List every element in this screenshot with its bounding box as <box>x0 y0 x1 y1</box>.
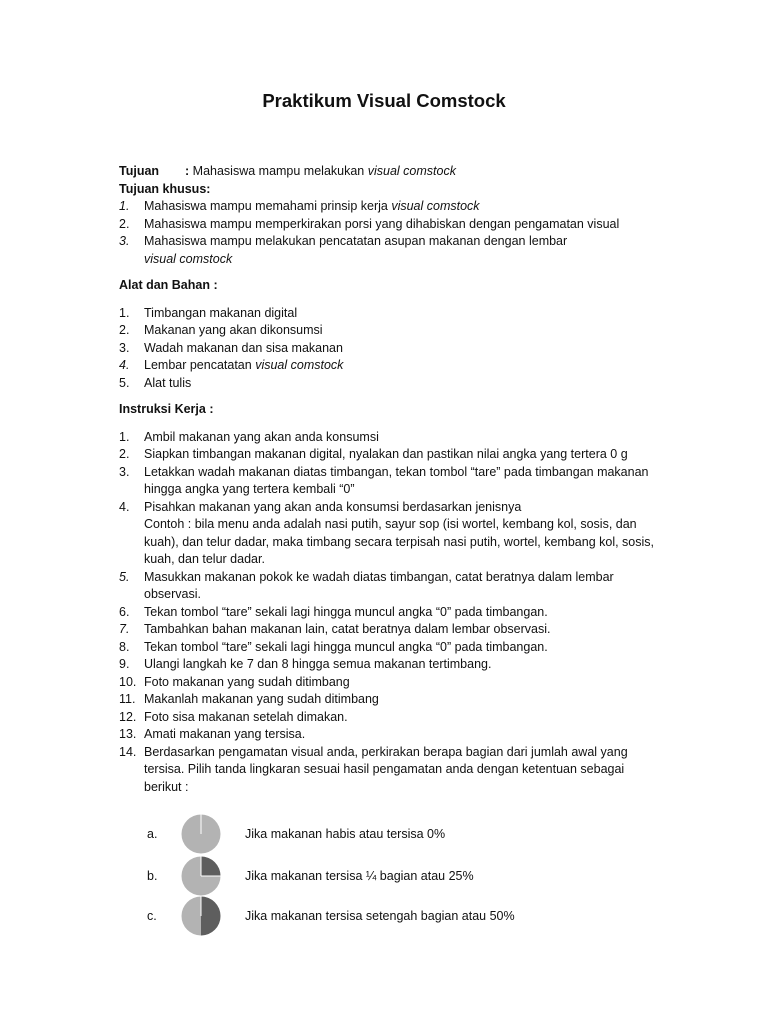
alat-bahan-heading: Alat dan Bahan : <box>119 278 218 292</box>
legend-item <box>147 814 567 854</box>
list-item <box>119 216 679 234</box>
list-text: kuah, dan telur dadar. <box>144 552 265 566</box>
list-item <box>119 305 679 323</box>
list-item <box>119 726 679 744</box>
list-text: Wadah makanan dan sisa makanan <box>144 340 343 355</box>
instruksi-heading: Instruksi Kerja : <box>119 402 214 416</box>
list-number: 3. <box>119 234 130 248</box>
list-item <box>119 464 679 482</box>
list-item-continuation <box>119 761 679 779</box>
list-number: 11. <box>119 692 136 706</box>
list-text: Tekan tombol “tare” sekali lagi hingga muncul angka “0” pada timbangan. <box>144 604 548 619</box>
alat-bahan-list <box>119 305 679 393</box>
legend-item <box>147 896 567 936</box>
list-item <box>119 357 679 375</box>
list-text: Makanlah makanan yang sudah ditimbang <box>144 692 379 706</box>
list-number: 1. <box>119 305 130 320</box>
list-number: 12. <box>119 709 137 724</box>
list-number: 4. <box>119 499 130 514</box>
list-number: 2. <box>119 216 130 231</box>
list-italic: visual comstock <box>144 251 233 266</box>
legend-letter: c. <box>147 909 157 923</box>
list-text: Ulangi langkah ke 7 dan 8 hingga semua makanan tertimbang. <box>144 657 492 671</box>
list-item <box>119 709 679 727</box>
list-item-continuation <box>119 516 679 534</box>
document-body <box>119 163 679 796</box>
list-item <box>119 429 679 447</box>
list-item <box>119 499 679 517</box>
list-item <box>119 233 679 251</box>
list-text: Mahasiswa mampu memperkirakan porsi yang dihabiskan dengan pengamatan visual <box>144 216 620 231</box>
legend-letter: a. <box>147 827 158 841</box>
list-text: Mahasiswa mampu memahami prinsip kerja <box>144 199 392 213</box>
list-text: Masukkan makanan pokok ke wadah diatas timbangan, catat beratnya dalam lembar <box>144 569 614 584</box>
pie-slice-remaining <box>201 857 221 877</box>
list-text: Berdasarkan pengamatan visual anda, perkirakan berapa bagian dari jumlah awal yang <box>144 744 628 759</box>
list-number: 14. <box>119 744 137 759</box>
list-number: 5. <box>119 569 130 584</box>
list-number: 4. <box>119 358 130 372</box>
pie-circle-icon <box>181 814 221 854</box>
tujuan-khusus-list <box>119 198 679 268</box>
list-number: 8. <box>119 639 130 654</box>
legend-letter: b. <box>147 869 158 883</box>
list-number: 6. <box>119 604 130 619</box>
list-text: Mahasiswa mampu melakukan pencatatan asupan makanan dengan lembar <box>144 234 568 248</box>
list-item <box>119 375 679 393</box>
list-number: 3. <box>119 464 130 479</box>
list-number: 5. <box>119 375 130 390</box>
list-item-continuation <box>119 779 679 797</box>
tujuan-colon: : <box>185 164 190 178</box>
list-number: 13. <box>119 727 137 741</box>
list-text: Foto sisa makanan setelah dimakan. <box>144 709 348 724</box>
list-text: Contoh : bila menu anda adalah nasi putih, sayur sop (isi wortel, kembang kol, sosis, dan <box>144 517 637 531</box>
tujuan-text: Mahasiswa mampu melakukan <box>192 164 368 178</box>
tujuan-label: Tujuan <box>119 164 160 178</box>
list-text: berikut : <box>144 779 189 794</box>
tujuan-line <box>119 163 679 181</box>
tujuan-khusus-heading: Tujuan khusus: <box>119 181 211 196</box>
legend-text: Jika makanan habis atau tersisa 0% <box>245 827 446 841</box>
list-number: 2. <box>119 447 130 461</box>
list-number: 9. <box>119 657 130 671</box>
list-item <box>119 340 679 358</box>
list-number: 1. <box>119 199 130 213</box>
pie-slice-remaining <box>201 897 220 936</box>
list-number: 7. <box>119 622 130 636</box>
list-number: 10. <box>119 674 137 689</box>
list-item-continuation <box>119 551 679 569</box>
list-text: Tambahkan bahan makanan lain, catat beratnya dalam lembar observasi. <box>144 622 551 636</box>
list-text: Letakkan wadah makanan diatas timbangan, tekan tombol “tare” pada timbangan makanan <box>144 464 649 479</box>
list-item <box>119 198 679 216</box>
list-text: Timbangan makanan digital <box>144 305 298 320</box>
list-text: Alat tulis <box>144 375 192 390</box>
tujuan-italic: visual comstock <box>367 164 456 178</box>
list-text: kuah), dan telur dadar, maka timbang secara terpisah nasi putih, wortel, kembang kol, sosis, <box>144 534 654 549</box>
list-item-continuation <box>119 534 679 552</box>
list-text: Foto makanan yang sudah ditimbang <box>144 674 350 689</box>
list-text: Pisahkan makanan yang akan anda konsumsi berdasarkan jenisnya <box>144 499 522 514</box>
list-item <box>119 621 679 639</box>
list-item <box>119 446 679 464</box>
list-number: 3. <box>119 340 130 355</box>
instruksi-list <box>119 429 679 797</box>
list-item <box>119 656 679 674</box>
list-item <box>119 569 679 587</box>
list-number: 2. <box>119 323 130 337</box>
list-text: Amati makanan yang tersisa. <box>144 727 306 741</box>
legend-text: Jika makanan tersisa ¼ bagian atau 25% <box>245 869 474 883</box>
pie-circle-icon <box>181 856 221 896</box>
list-italic: visual comstock <box>391 199 480 213</box>
list-item <box>119 639 679 657</box>
list-item-continuation <box>119 251 679 269</box>
list-text: Makanan yang akan dikonsumsi <box>144 323 323 337</box>
list-number: 1. <box>119 429 130 444</box>
list-italic: visual comstock <box>255 358 344 372</box>
list-text: Ambil makanan yang akan anda konsumsi <box>144 429 379 444</box>
list-item <box>119 604 679 622</box>
legend-text: Jika makanan tersisa setengah bagian atau 50% <box>245 909 515 923</box>
page-title: Praktikum Visual Comstock <box>262 90 506 111</box>
pie-circle-icon <box>181 896 221 936</box>
list-text: Siapkan timbangan makanan digital, nyalakan dan pastikan nilai angka yang tertera 0 g <box>144 447 628 461</box>
list-item <box>119 322 679 340</box>
list-text: tersisa. Pilih tanda lingkaran sesuai hasil pengamatan anda dengan ketentuan sebagai <box>144 762 625 776</box>
list-item-continuation <box>119 481 679 499</box>
list-item-continuation <box>119 586 679 604</box>
list-text: observasi. <box>144 587 201 601</box>
list-text: Lembar pencatatan <box>144 358 256 372</box>
list-item <box>119 744 679 762</box>
list-text: hingga angka yang tertera kembali “0” <box>144 482 355 496</box>
list-item <box>119 674 679 692</box>
legend-item <box>147 856 567 896</box>
list-text: Tekan tombol “tare” sekali lagi hingga muncul angka “0” pada timbangan. <box>144 639 548 654</box>
list-item <box>119 691 679 709</box>
